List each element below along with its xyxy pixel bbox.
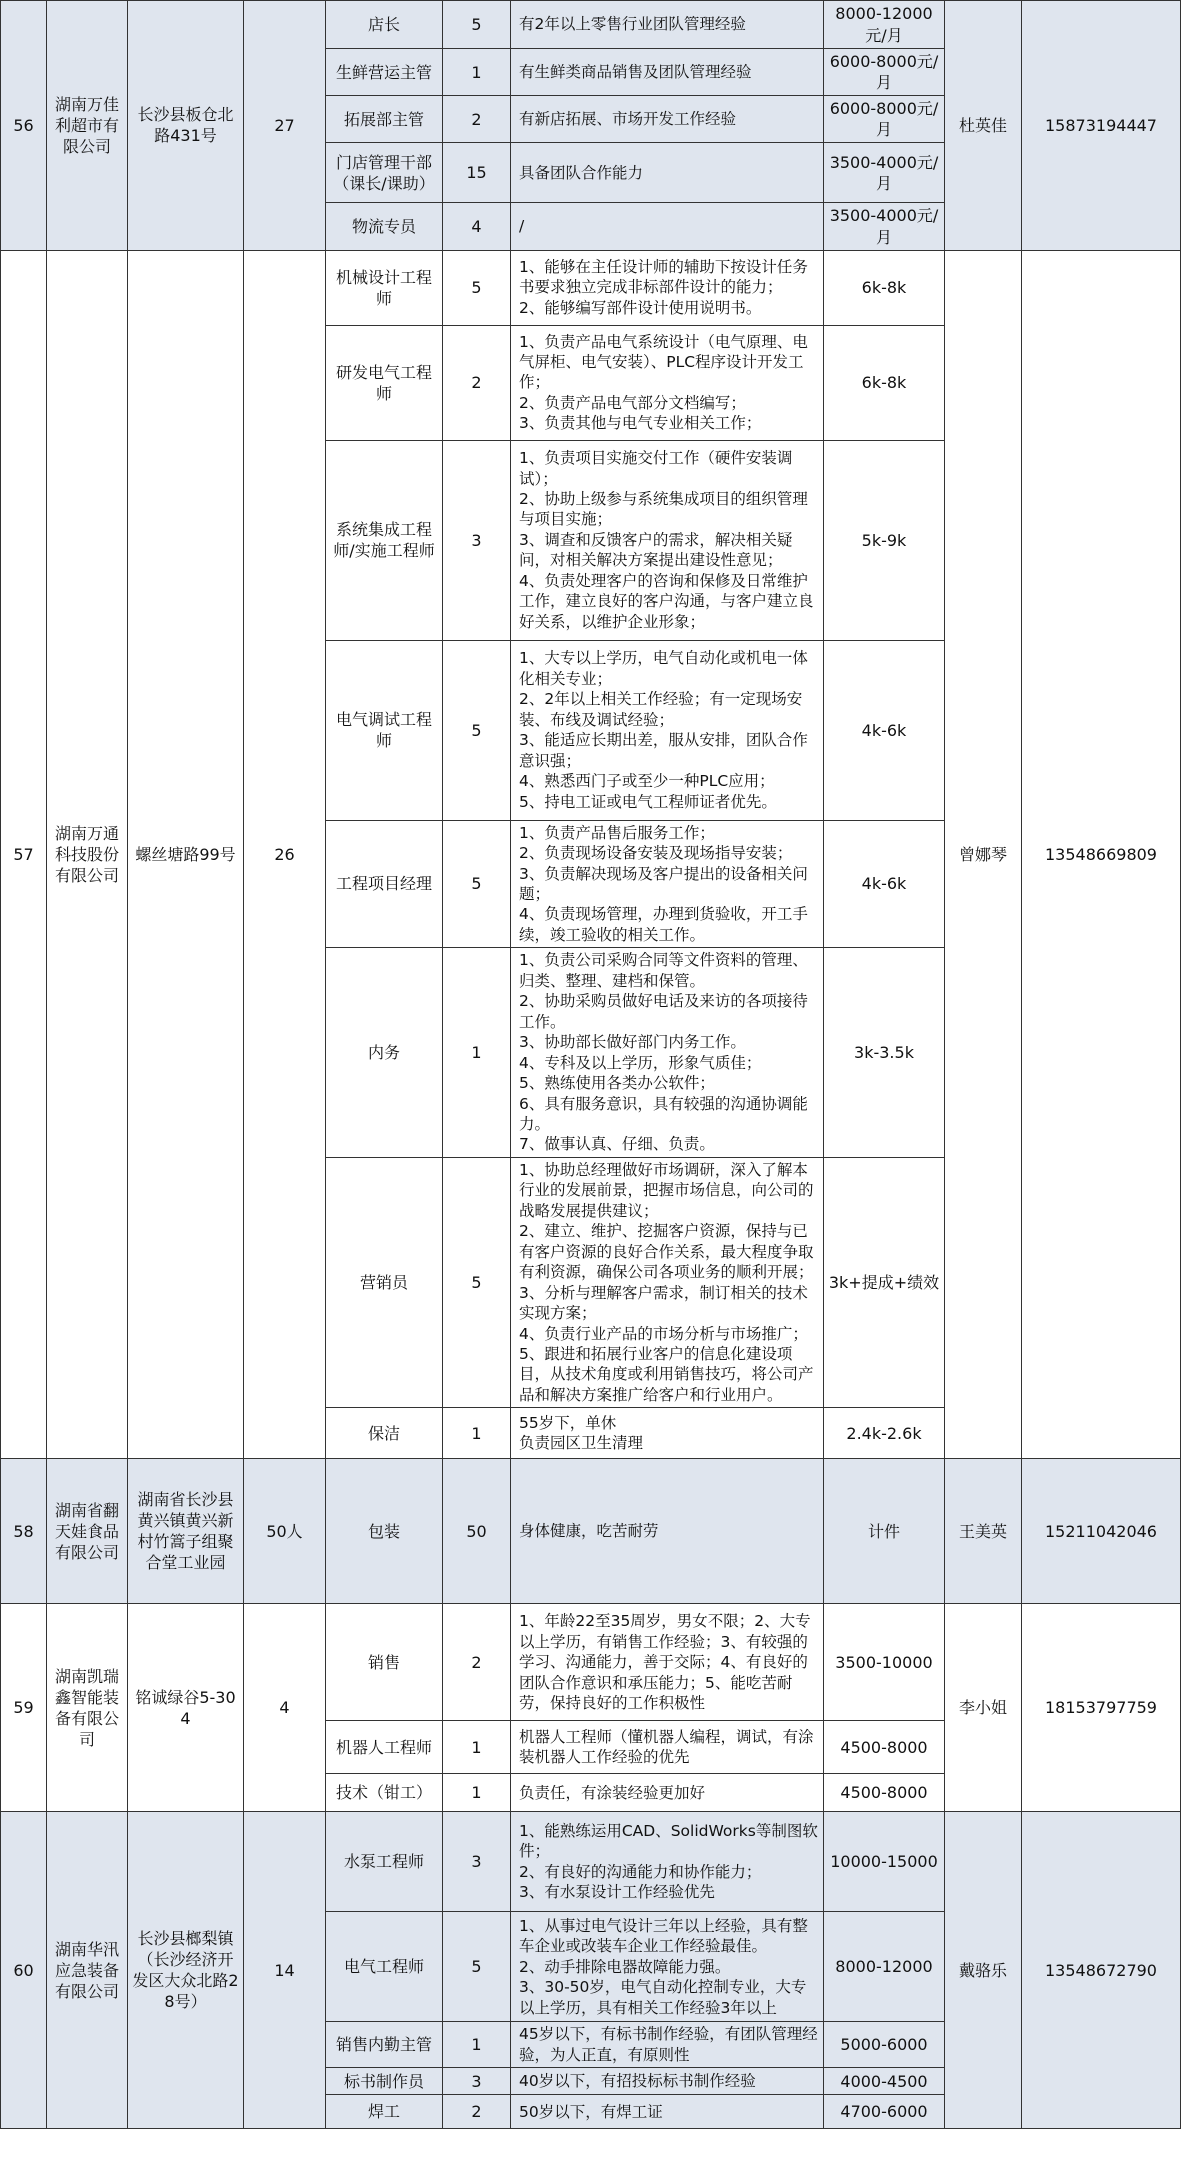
job-title: 门店管理干部（课长/课助） [326, 143, 443, 203]
job-headcount: 5 [443, 1157, 511, 1407]
company-total-headcount: 4 [244, 1604, 326, 1812]
job-salary: 3500-4000元/月 [824, 143, 945, 203]
job-title: 水泵工程师 [326, 1812, 443, 1912]
job-salary: 4500-8000 [824, 1721, 945, 1774]
company-total-headcount: 50人 [244, 1459, 326, 1604]
job-headcount: 3 [443, 1812, 511, 1912]
job-title: 包装 [326, 1459, 443, 1604]
job-requirements: / [511, 203, 824, 250]
company-name: 湖南省翻天娃食品有限公司 [47, 1459, 128, 1604]
job-requirements: 1、能够在主任设计师的辅助下按设计任务书要求独立完成非标部件设计的能力； 2、能够编写部件设计使用说明书。 [511, 250, 824, 325]
job-requirements: 55岁下，单休 负责园区卫生清理 [511, 1408, 824, 1459]
contact-phone: 13548672790 [1022, 1812, 1181, 2129]
job-requirements: 身体健康，吃苦耐劳 [511, 1459, 824, 1604]
job-headcount: 5 [443, 1, 511, 49]
job-salary: 4k-6k [824, 640, 945, 820]
company-address: 铭诚绿谷5-304 [128, 1604, 244, 1812]
job-salary: 3500-4000元/月 [824, 203, 945, 250]
company-name: 湖南万通科技股份有限公司 [47, 250, 128, 1459]
job-title: 工程项目经理 [326, 820, 443, 948]
job-salary: 5k-9k [824, 440, 945, 640]
job-headcount: 5 [443, 640, 511, 820]
job-title: 系统集成工程师/实施工程师 [326, 440, 443, 640]
job-title: 物流专员 [326, 203, 443, 250]
job-requirements: 1、负责公司采购合同等文件资料的管理、归类、整理、建档和保管。 2、协助采购员做好电话及来访的各项接待工作。 3、协助部长做好部门内务工作。 4、专科及以上学历，形象气质佳； 5、熟练使用各类办公软件； 6、具有服务意识，具有较强的沟通协调能力。 7、做事认真、仔细、负责。 [511, 948, 824, 1158]
contact-person: 李小姐 [945, 1604, 1022, 1812]
company-name: 湖南华汛应急装备有限公司 [47, 1812, 128, 2129]
job-salary: 4500-8000 [824, 1774, 945, 1812]
company-name: 湖南万佳利超市有限公司 [47, 1, 128, 251]
job-requirements: 机器人工程师（懂机器人编程，调试，有涂装机器人工作经验的优先 [511, 1721, 824, 1774]
job-requirements: 有新店拓展、市场开发工作经验 [511, 96, 824, 143]
job-headcount: 5 [443, 250, 511, 325]
job-headcount: 2 [443, 96, 511, 143]
job-title: 电气工程师 [326, 1912, 443, 2022]
job-headcount: 1 [443, 948, 511, 1158]
job-requirements: 1、负责项目实施交付工作（硬件安装调试）； 2、协助上级参与系统集成项目的组织管理与项目实施； 3、调查和反馈客户的需求，解决相关疑问，对相关解决方案提出建设性意见； 4、负责处理客户的咨询和保修及日常维护工作，建立良好的客户沟通，与客户建立良好关系，以维护企业形象； [511, 440, 824, 640]
company-total-headcount: 27 [244, 1, 326, 251]
job-title: 生鲜营运主管 [326, 49, 443, 96]
company-address: 螺丝塘路99号 [128, 250, 244, 1459]
table-row [1, 1604, 1181, 1721]
job-requirements: 有2年以上零售行业团队管理经验 [511, 1, 824, 49]
job-requirements: 1、负责产品电气系统设计（电气原理、电气屏柜、电气安装）、PLC程序设计开发工作； 2、负责产品电气部分文档编写； 3、负责其他与电气专业相关工作； [511, 325, 824, 440]
contact-person: 王美英 [945, 1459, 1022, 1604]
job-salary: 2.4k-2.6k [824, 1408, 945, 1459]
company-total-headcount: 14 [244, 1812, 326, 2129]
company-number: 60 [1, 1812, 47, 2129]
job-salary: 8000-12000 [824, 1912, 945, 2022]
company-number: 56 [1, 1, 47, 251]
job-headcount: 1 [443, 1721, 511, 1774]
job-headcount: 5 [443, 1912, 511, 2022]
job-title: 机器人工程师 [326, 1721, 443, 1774]
contact-person: 戴骆乐 [945, 1812, 1022, 2129]
table-row [1, 1812, 1181, 1912]
job-salary: 3k-3.5k [824, 948, 945, 1158]
job-requirements: 50岁以下，有焊工证 [511, 2095, 824, 2129]
contact-person: 杜英佳 [945, 1, 1022, 251]
job-headcount: 2 [443, 2095, 511, 2129]
job-salary: 6000-8000元/月 [824, 49, 945, 96]
table-body [1, 1, 1181, 2129]
company-address: 湖南省长沙县黄兴镇黄兴新村竹篙子组聚合堂工业园 [128, 1459, 244, 1604]
job-salary: 4700-6000 [824, 2095, 945, 2129]
job-title: 焊工 [326, 2095, 443, 2129]
job-salary: 10000-15000 [824, 1812, 945, 1912]
table-row [1, 250, 1181, 325]
job-title: 电气调试工程师 [326, 640, 443, 820]
company-number: 59 [1, 1604, 47, 1812]
job-headcount: 1 [443, 1774, 511, 1812]
job-requirements: 1、能熟练运用CAD、SolidWorks等制图软件； 2、有良好的沟通能力和协作能力； 3、有水泵设计工作经验优先 [511, 1812, 824, 1912]
company-number: 58 [1, 1459, 47, 1604]
job-requirements: 1、协助总经理做好市场调研，深入了解本行业的发展前景，把握市场信息，向公司的战略发展提供建议； 2、建立、维护、挖掘客户资源，保持与已有客户资源的良好合作关系，最大程度争取有利资源，确保公司各项业务的顺利开展； 3、分析与理解客户需求，制订相关的技术实现方案； 4、负责行业产品的市场分析与市场推广； 5、跟进和拓展行业客户的信息化建设项目，从技术角度或利用销售技巧，将公司产品和解决方案推广给客户和行业用户。 [511, 1157, 824, 1407]
job-headcount: 2 [443, 1604, 511, 1721]
job-requirements: 1、从事过电气设计三年以上经验，具有整车企业或改装车企业工作经验最佳。 2、动手排除电器故障能力强。 3、30-50岁，电气自动化控制专业，大专以上学历，具有相关工作经验3年以上 [511, 1912, 824, 2022]
job-headcount: 5 [443, 820, 511, 948]
company-address: 长沙县板仓北路431号 [128, 1, 244, 251]
table-row [1, 1459, 1181, 1604]
job-title: 店长 [326, 1, 443, 49]
job-requirements: 有生鲜类商品销售及团队管理经验 [511, 49, 824, 96]
job-salary: 6000-8000元/月 [824, 96, 945, 143]
job-headcount: 50 [443, 1459, 511, 1604]
job-headcount: 1 [443, 1408, 511, 1459]
job-title: 营销员 [326, 1157, 443, 1407]
job-headcount: 2 [443, 325, 511, 440]
table-row [1, 1, 1181, 49]
job-salary: 6k-8k [824, 250, 945, 325]
job-requirements: 具备团队合作能力 [511, 143, 824, 203]
contact-phone: 15211042046 [1022, 1459, 1181, 1604]
job-title: 研发电气工程师 [326, 325, 443, 440]
job-requirements: 1、负责产品售后服务工作； 2、负责现场设备安装及现场指导安装； 3、负责解决现场及客户提出的设备相关问题； 4、负责现场管理，办理到货验收，开工手续，竣工验收的相关工作。 [511, 820, 824, 948]
job-headcount: 3 [443, 2068, 511, 2095]
job-salary: 4000-4500 [824, 2068, 945, 2095]
job-title: 机械设计工程师 [326, 250, 443, 325]
job-requirements: 负责任，有涂装经验更加好 [511, 1774, 824, 1812]
job-headcount: 15 [443, 143, 511, 203]
job-title: 技术（钳工） [326, 1774, 443, 1812]
job-requirements: 40岁以下，有招投标标书制作经验 [511, 2068, 824, 2095]
job-salary: 8000-12000元/月 [824, 1, 945, 49]
company-total-headcount: 26 [244, 250, 326, 1459]
job-title: 销售内勤主管 [326, 2022, 443, 2068]
job-requirements: 1、大专以上学历，电气自动化或机电一体化相关专业； 2、2年以上相关工作经验；有一定现场安装、布线及调试经验； 3、能适应长期出差，服从安排，团队合作意识强； 4、熟悉西门子或至少一种PLC应用； 5、持电工证或电气工程师证者优先。 [511, 640, 824, 820]
job-title: 标书制作员 [326, 2068, 443, 2095]
job-salary: 计件 [824, 1459, 945, 1604]
job-salary: 6k-8k [824, 325, 945, 440]
company-number: 57 [1, 250, 47, 1459]
job-requirements: 45岁以下，有标书制作经验，有团队管理经验，为人正直，有原则性 [511, 2022, 824, 2068]
job-requirements: 1、年龄22至35周岁，男女不限；2、大专以上学历，有销售工作经验；3、有较强的学习、沟通能力，善于交际；4、有良好的团队合作意识和承压能力；5、能吃苦耐劳，保持良好的工作积极性 [511, 1604, 824, 1721]
job-headcount: 1 [443, 49, 511, 96]
contact-phone: 15873194447 [1022, 1, 1181, 251]
job-salary: 4k-6k [824, 820, 945, 948]
job-headcount: 1 [443, 2022, 511, 2068]
job-headcount: 3 [443, 440, 511, 640]
job-title: 内务 [326, 948, 443, 1158]
job-title: 销售 [326, 1604, 443, 1721]
job-title: 拓展部主管 [326, 96, 443, 143]
job-headcount: 4 [443, 203, 511, 250]
contact-person: 曾娜琴 [945, 250, 1022, 1459]
job-title: 保洁 [326, 1408, 443, 1459]
contact-phone: 18153797759 [1022, 1604, 1181, 1812]
company-address: 长沙县榔梨镇（长沙经济开发区大众北路28号） [128, 1812, 244, 2129]
job-salary: 3500-10000 [824, 1604, 945, 1721]
job-salary: 5000-6000 [824, 2022, 945, 2068]
company-name: 湖南凯瑞鑫智能装备有限公司 [47, 1604, 128, 1812]
job-salary: 3k+提成+绩效 [824, 1157, 945, 1407]
contact-phone: 13548669809 [1022, 250, 1181, 1459]
